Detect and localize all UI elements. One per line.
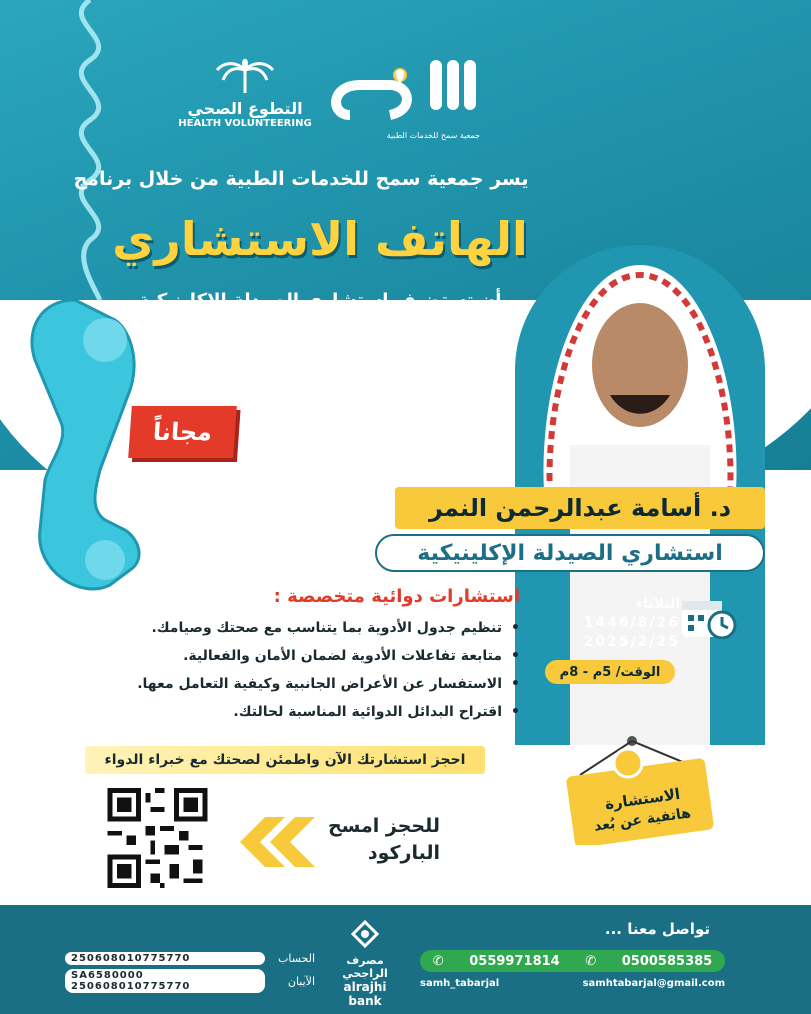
- phone-2[interactable]: 0500585385: [621, 953, 713, 969]
- time-pill: الوقت/ 5م - 8م: [545, 660, 675, 684]
- alrajhi-icon: [350, 920, 380, 950]
- booking-line1: للحجز امسح: [327, 815, 440, 837]
- list-item: • اقتراح البدائل الدوائية المناسبة لحالتك.: [80, 704, 520, 720]
- samh-logo: [330, 55, 480, 145]
- qr-code[interactable]: [105, 788, 210, 888]
- chevrons-icon: [235, 812, 320, 872]
- bank-name-ar: مصرف الراجحي: [342, 954, 388, 980]
- account-label: الحساب: [277, 952, 315, 965]
- whatsapp-icon: ✆: [432, 953, 444, 969]
- speaker-title: استشاري الصيدلة الإكلينيكية: [375, 534, 765, 572]
- booking-label: [320, 813, 440, 867]
- day-label: الثلاثاء: [635, 596, 680, 612]
- social-handles: [420, 978, 725, 994]
- phone-numbers: [420, 950, 725, 972]
- free-badge: مجاناً: [128, 406, 237, 458]
- contact-heading: تواصل معنا ...: [604, 920, 710, 938]
- calendar-clock-icon: [680, 595, 738, 639]
- health-volunteering-logo: [175, 55, 315, 140]
- host-line: أن تستضيف استشاري الصيدلة الإكلينيكية: [138, 290, 502, 311]
- email-address[interactable]: samhtabarjal@gmail.com: [582, 978, 725, 989]
- account-number[interactable]: 250608010775770: [65, 952, 265, 965]
- booking-cta: احجز استشارتك الآن واطمئن لصحتك مع خبراء الدواء: [85, 746, 485, 774]
- samh-logo-caption: جمعية سمح للخدمات الطبية: [386, 131, 480, 140]
- bank-accounts: [65, 952, 315, 997]
- hijri-date: 1446/8/26: [583, 615, 680, 631]
- intro-line: يسر جمعية سمح للخدمات الطبية من خلال برنامج: [73, 168, 529, 190]
- hv-english: HEALTH VOLUNTEERING: [178, 118, 312, 129]
- bank-name-en: alrajhi bank: [343, 980, 387, 1008]
- booking-line2: الباركود: [367, 842, 440, 864]
- remote-consultation-sign: [560, 735, 720, 845]
- whatsapp-icon: ✆: [585, 953, 597, 969]
- iban-number[interactable]: SA6580000 250608010775770: [65, 969, 265, 993]
- sign-line2: هاتفية عن بُعد: [593, 805, 692, 835]
- palm-icon: [215, 55, 275, 95]
- consultations-heading: استشارات دوائية متخصصة :: [273, 586, 520, 607]
- iban-label: الآيبان: [287, 974, 315, 988]
- program-title: الهاتف الاستشاري: [112, 212, 528, 266]
- gregorian-date: 2025/2/25: [583, 634, 680, 650]
- phone-1[interactable]: 0559971814: [469, 953, 560, 969]
- speaker-name: د. أسامة عبدالرحمن النمر: [395, 487, 765, 529]
- hv-arabic: التطوع الصحي: [187, 99, 303, 118]
- bank-logo: [325, 920, 405, 1008]
- social-handle[interactable]: samh_tabarjal: [420, 978, 500, 989]
- list-item: • متابعة تفاعلات الأدوية لضمان الأمان والفعالية.: [80, 648, 520, 664]
- list-item: • تنظيم جدول الأدوية بما يتناسب مع صحتك وصيامك.: [80, 620, 520, 636]
- consultations-list: [80, 620, 520, 732]
- list-item: • الاستفسار عن الأعراض الجانبية وكيفية التعامل معها.: [80, 676, 520, 692]
- sign-line1: الاستشارة: [603, 784, 682, 814]
- date-block: [545, 595, 680, 652]
